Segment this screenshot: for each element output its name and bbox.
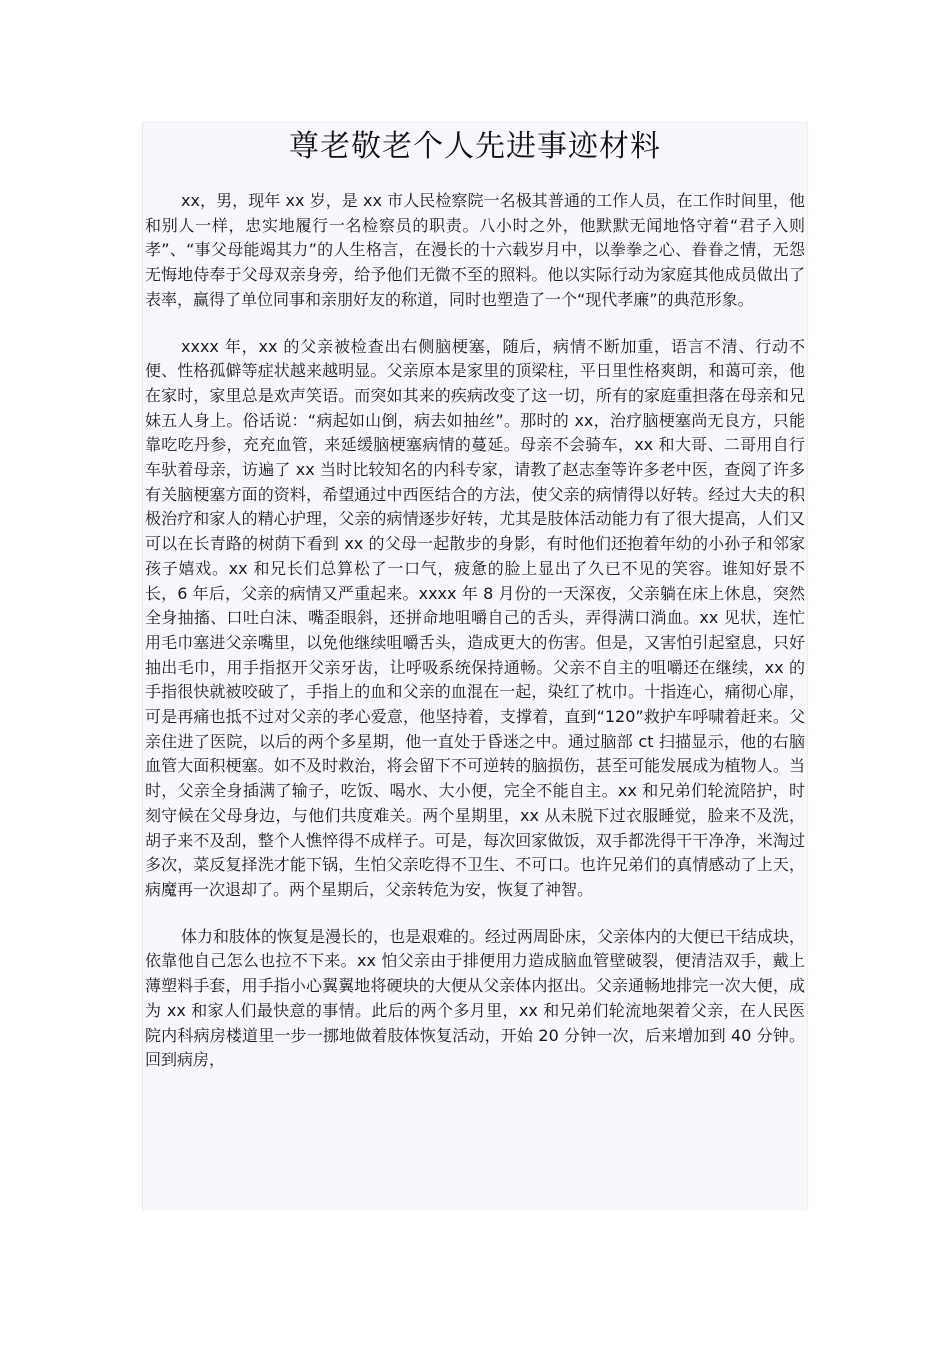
paragraph-2: xxxx 年，xx 的父亲被检查出右侧脑梗塞，随后，病情不断加重，语言不清、行动不便、性格孤僻等症状越来越明显。父亲原本是家里的顶梁柱，平日里性格爽朗，和蔼可亲，他在家时，家里总是欢声笑语。而突如其来的疾病改变了这一切，所有的家庭重担落在母亲和兄妹五人身上。俗话说：“病起如山倒，病去如抽丝”。那时的 xx，治疗脑梗塞尚无良方，只能靠吃吃丹参，充充血管，来延缓脑梗塞病情的蔓延。母亲不会骑车，xx 和大哥、二哥用自行车驮着母亲，访遍了 xx 当时比较知名的内科专家，请教了赵志奎等许多老中医，查阅了许多有关脑梗塞方面的资料，希望通过中西医结合的方法，使父亲的病情得以好转。经过大夫的积极治疗和家人的精心护理，父亲的病情逐步好转，尤其是肢体活动能力有了很大提高，人们又可以在长青路的树荫下看到 xx 的父母一起散步的身影，有时他们还抱着年幼的小孙子和邻家孩子嬉戏。xx 和兄长们总算松了一口气，疲惫的脸上显出了久已不见的笑容。谁知好景不长，6 年后，父亲的病情又严重起来。xxxx 年 8 月份的一天深夜，父亲躺在床上休息，突然全身抽搐、口吐白沫、嘴歪眼斜，还拼命地咀嚼自己的舌头，弄得满口淌血。xx 见状，连忙用毛巾塞进父亲嘴里，以免他继续咀嚼舌头，造成更大的伤害。但是，又害怕引起窒息，只好抽出毛巾，用手指抠开父亲牙齿，让呼吸系统保持通畅。父亲不自主的咀嚼还在继续，xx 的手指很快就被咬破了，手指上的血和父亲的血混在一起，染红了枕巾。十指连心，痛彻心扉，可是再痛也抵不过对父亲的孝心爱意，他坚持着，支撑着，直到“120”救护车呼啸着赶来。父亲住进了医院，以后的两个多星期，他一直处于昏迷之中。通过脑部 ct 扫描显示，他的右脑血管大面积梗塞。如不及时救治，将会留下不可逆转的脑损伤，甚至可能发展成为植物人。当时，父亲全身插满了输子，吃饭、喝水、大小便，完全不能自主。xx 和兄弟们轮流陪护，时刻守候在父母身边，与他们共度难关。两个星期里，xx 从未脱下过衣服睡觉，脸来不及洗，胡子来不及刮，整个人憔悴得不成样子。可是，每次回家做饭，双手都洗得干干净净，米淘过多次，菜反复择洗才能下锅，生怕父亲吃得不卫生、不可口。也许兄弟们的真情感动了上天，病魔再一次退却了。两个星期后，父亲转危为安，恢复了神智。 <box>145 336 805 899</box>
document-body <box>145 189 805 1073</box>
document-title: 尊老敬老个人先进事迹材料 <box>289 129 661 164</box>
document-sheet <box>142 122 808 1211</box>
paragraph-1: xx，男，现年 xx 岁，是 xx 市人民检察院一名极其普通的工作人员，在工作时间里，他和别人一样，忠实地履行一名检察员的职责。八小时之外，他默默无闻地恪守着“君子入则孝”、“事父母能竭其力”的人生格言，在漫长的十六载岁月中，以拳拳之心、眷眷之情，无怨无悔地侍奉于父母双亲身旁，给予他们无微不至的照料。他以实际行动为家庭其他成员做出了表率，赢得了单位同事和亲朋好友的称道，同时也塑造了一个“现代孝廉”的典范形象。 <box>145 191 805 309</box>
paragraph-3: 体力和肢体的恢复是漫长的，也是艰难的。经过两周卧床，父亲体内的大便已干结成块，依靠他自己怎么也拉不下来。xx 怕父亲由于排便用力造成脑血管壁破裂，便清洁双手，戴上薄塑料手套，用手指小心翼翼地将硬块的大便从父亲体内抠出。父亲通畅地排完一次大便，成为 xx 和家人们最快意的事情。此后的两个多月里，xx 和兄弟们轮流地架着父亲，在人民医院内科病房楼道里一步一挪地做着肢体恢复活动，开始 20 分钟一次，后来增加到 40 分钟。回到病房， <box>145 926 806 1070</box>
